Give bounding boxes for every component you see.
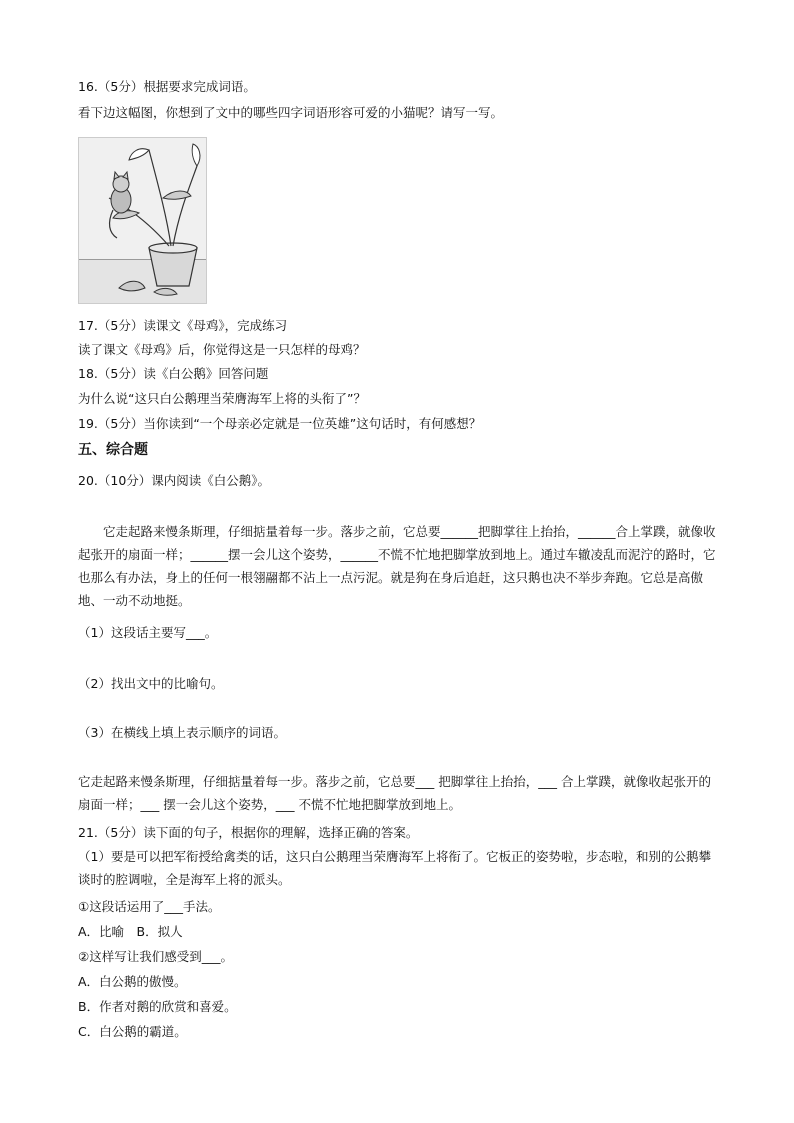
q19-title: 19.（5分）当你读到“一个母亲必定就是一位英雄”这句话时，有何感想？ [78,416,482,431]
q21-option-a: A．白公鹅的傲慢。 [78,974,187,989]
q18-prompt: 为什么说“这只白公鹅理当荣膺海军上将的头衔了”？ [78,391,366,406]
q16-title: 16.（5分）根据要求完成词语。 [78,79,256,94]
q17-title: 17.（5分）读课文《母鸡》，完成练习 [78,318,288,333]
q17-prompt: 读了课文《母鸡》后，你觉得这是一只怎样的母鸡？ [78,342,366,357]
q20-sub2: （2）找出文中的比喻句。 [78,676,224,691]
q20-sub1: （1）这段话主要写___。 [78,625,218,640]
q21-question-1: ①这段话运用了___手法。 [78,899,221,914]
q21-option-c: C．白公鹅的霸道。 [78,1024,187,1039]
q21-question-1-options: A．比喻 B．拟人 [78,924,183,939]
q20-title: 20.（10分）课内阅读《白公鹅》。 [78,473,271,488]
cat-flower-illustration [78,137,207,304]
q21-question-2: ②这样写让我们感受到___。 [78,949,233,964]
q18-title: 18.（5分）读《白公鹅》回答问题 [78,366,269,381]
q20-sub3: （3）在横线上填上表示顺序的词语。 [78,725,286,740]
q21-title: 21.（5分）读下面的句子，根据你的理解，选择正确的答案。 [78,825,419,840]
q21-option-b: B．作者对鹅的欣赏和喜爱。 [78,999,237,1014]
q16-prompt: 看下边这幅图，你想到了文中的哪些四字词语形容可爱的小猫呢？请写一写。 [78,105,504,120]
q21-sub1: （1）要是可以把军衔授给禽类的话，这只白公鹅理当荣膺海军上将衔了。它板正的姿势啦，步态啦，和别的公鹅攀谈时的腔调啦，全是海军上将的派头。 [78,849,711,887]
q20-fill-passage: 它走起路来慢条斯理，仔细掂量着每一步。落步之前，它总要___ 把脚掌往上抬抬，___ 合上掌蹼，就像收起张开的扇面一样；___ 摆一会儿这个姿势，___ 不慌不忙地把脚掌放到地上。 [78,774,711,812]
q20-passage: 它走起路来慢条斯理，仔细掂量着每一步。落步之前，它总要______把脚掌往上抬抬，______合上掌蹼，就像收起张开的扇面一样；______摆一会儿这个姿势，______不慌不忙地把脚掌放到地上。通过车辙凌乱而泥泞的路时，它也那么有办法，身上的任何一根翎翮都不沾上一点污泥。就是狗在身后追赶，这只鹅也决不举步奔跑。它总是高傲地、一动不动地挺。 [78,524,716,608]
section-5-heading: 五、综合题 [78,442,148,458]
